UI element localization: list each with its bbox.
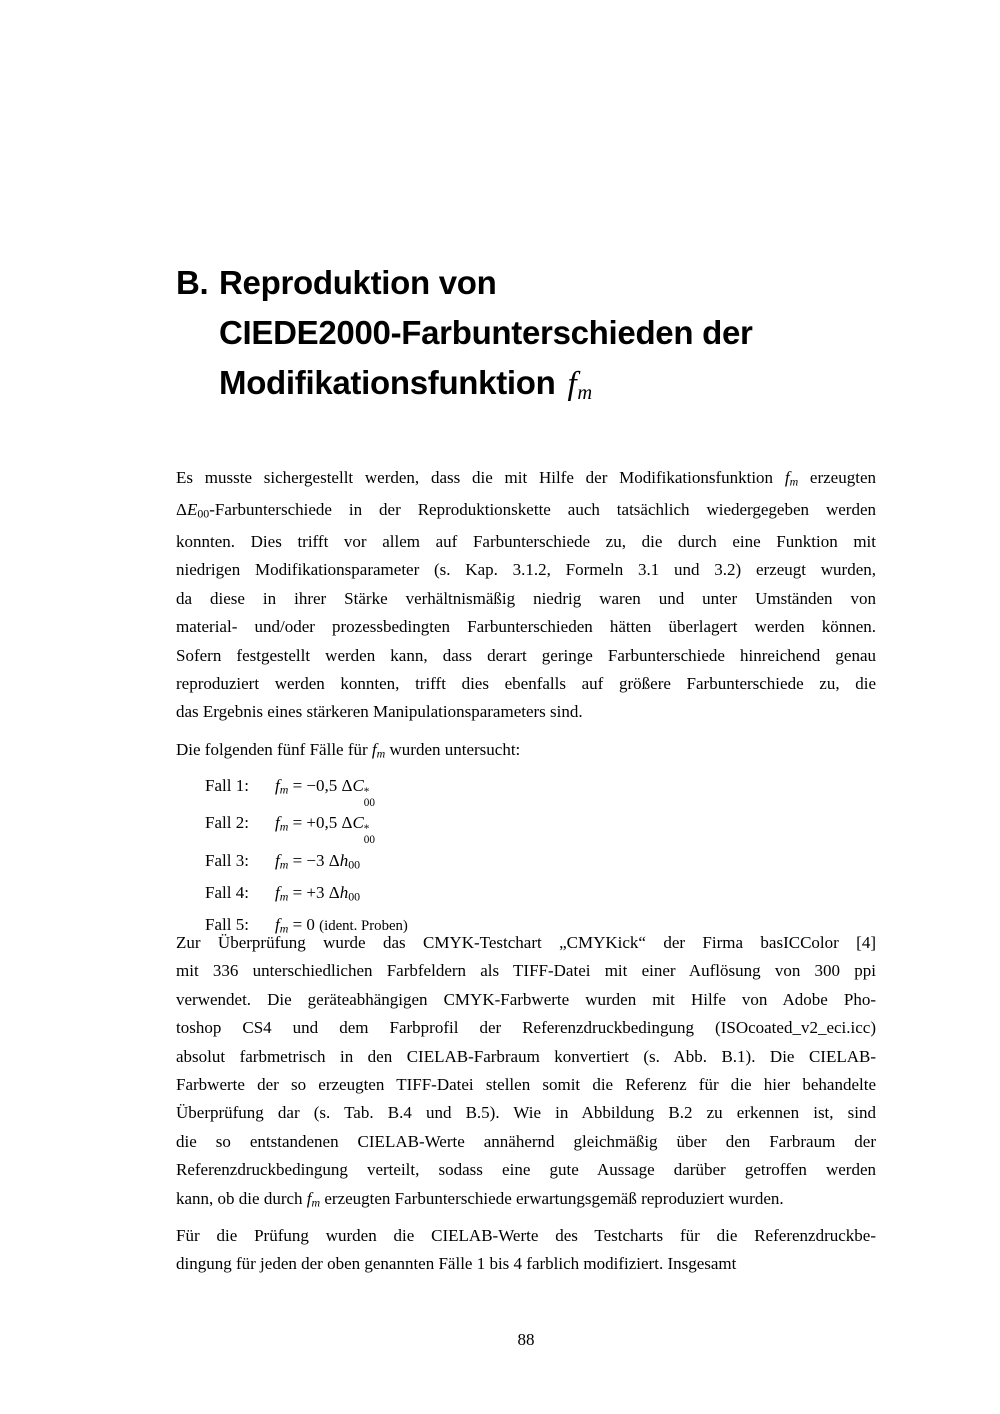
text-line: Zur Überprüfung wurde das CMYK-Testchart „CMYKick“ der Firma basICColor [4]	[176, 933, 876, 952]
text-line: Es musste sichergestellt werden, dass die mit Hilfe der Modifikationsfunktion fm erzeugten	[176, 468, 876, 489]
case-label: Fall 4:	[205, 882, 249, 902]
text-line: material- und/oder prozessbedingten Farbunterschieden hätten überlagert werden können.	[176, 617, 876, 637]
math-f-subscript: m	[577, 381, 592, 404]
case-formula: fm = 0 (ident. Proben)	[275, 914, 408, 936]
paragraph-2	[176, 929, 876, 1217]
case-formula: fm = −3 $\Delta h_{00}$	[275, 850, 361, 872]
case-row	[176, 847, 876, 879]
text-line: Überprüfung dar (s. Tab. B.4 und B.5). Wie in Abbildung B.2 zu erkennen ist, sind	[176, 1103, 876, 1123]
chapter-heading-line-1	[176, 258, 876, 308]
cases-list	[176, 772, 876, 943]
text-line: die so entstandenen CIELAB-Werte annähernd gleichmäßig über den Farbraum der	[176, 1131, 876, 1151]
chapter-title-line-1: Reproduktion von	[219, 264, 497, 301]
text-line: mit 336 unterschiedlichen Farbfeldern als TIFF-Datei mit einer Auflösung von 300 ppi	[176, 961, 876, 981]
text-line: Referenzdruckbedingung verteilt, sodass eine gute Aussage darüber getroffen werden	[176, 1160, 876, 1180]
text-line: Für die Prüfung wurden die CIELAB-Werte des Testcharts für die Referenzdruckbe-	[176, 1226, 876, 1245]
chapter-title-line-3	[176, 358, 876, 418]
text-line: das Ergebnis eines stärkeren Manipulationsparameters sind.	[176, 702, 583, 722]
case-label: Fall 5:	[205, 914, 249, 934]
chapter-number: B.	[176, 264, 209, 301]
paragraph-1	[176, 464, 876, 727]
text-line: absolut farbmetrisch in den CIELAB-Farbraum konvertiert (s. Abb. B.1). Die CIELAB-	[176, 1046, 876, 1066]
chapter-title-line-3-text: Modifikationsfunktion	[219, 364, 556, 401]
case-label: Fall 1:	[205, 776, 249, 795]
case-row	[176, 772, 876, 809]
text-line: Sofern festgestellt werden kann, dass derart geringe Farbunterschiede hinreichend genau	[176, 645, 876, 665]
text-line: reproduziert werden konnten, trifft dies ebenfalls auf größere Farbunterschiede zu, die	[176, 674, 876, 694]
paragraph-3	[176, 1222, 876, 1279]
text-line: niedrigen Modifikationsparameter (s. Kap. 3.1.2, Formeln 3.1 und 3.2) erzeugt wurden,	[176, 560, 876, 580]
case-formula: fm = +0,5 ΔC * 00	[275, 813, 375, 847]
case-label: Fall 2:	[205, 813, 249, 833]
math-f: f	[567, 366, 577, 402]
cases-intro	[176, 736, 876, 768]
case-formula: fm = −0,5 ΔC * 00	[275, 776, 375, 810]
chapter-heading	[176, 258, 876, 418]
text-line: konnten. Dies trifft vor allem auf Farbunterschiede zu, die durch eine Funktion mit	[176, 532, 876, 552]
case-row	[176, 809, 876, 846]
text-line: verwendet. Die geräteabhängigen CMYK-Farbwerte wurden mit Hilfe von Adobe Pho-	[176, 989, 876, 1009]
text-line: da diese in ihrer Stärke verhältnismäßig niedrig waren und unter Umständen von	[176, 588, 876, 608]
text-line: toshop CS4 und dem Farbprofil der Referenzdruckbedingung (ISOcoated_v2_eci.icc)	[176, 1018, 876, 1038]
text-line: Die folgenden fünf Fälle für fm wurden untersucht:	[176, 740, 521, 761]
chapter-title-line-2: CIEDE2000-Farbunterschieden der	[219, 314, 753, 351]
text-line: dingung für jeden der oben genannten Fälle 1 bis 4 farblich modifiziert. Insgesamt	[176, 1254, 737, 1274]
text-line: $\Delta E_{00}$-Farbunterschiede in der Reproduktionskette auch tatsächlich wiedergegeben werden	[176, 500, 876, 521]
case-label: Fall 3:	[205, 850, 249, 870]
case-row	[176, 879, 876, 911]
math-fm-symbol	[568, 366, 592, 402]
page-number: 88	[517, 1330, 535, 1349]
case-formula: fm = +3 $\Delta h_{00}$	[275, 882, 361, 904]
text-line: kann, ob die durch fm erzeugten Farbunterschiede erwartungsgemäß reproduziert wurden.	[176, 1188, 784, 1210]
text-line: Farbwerte der so erzeugten TIFF-Datei stellen somit die Referenz für die hier behandelte	[176, 1075, 876, 1095]
